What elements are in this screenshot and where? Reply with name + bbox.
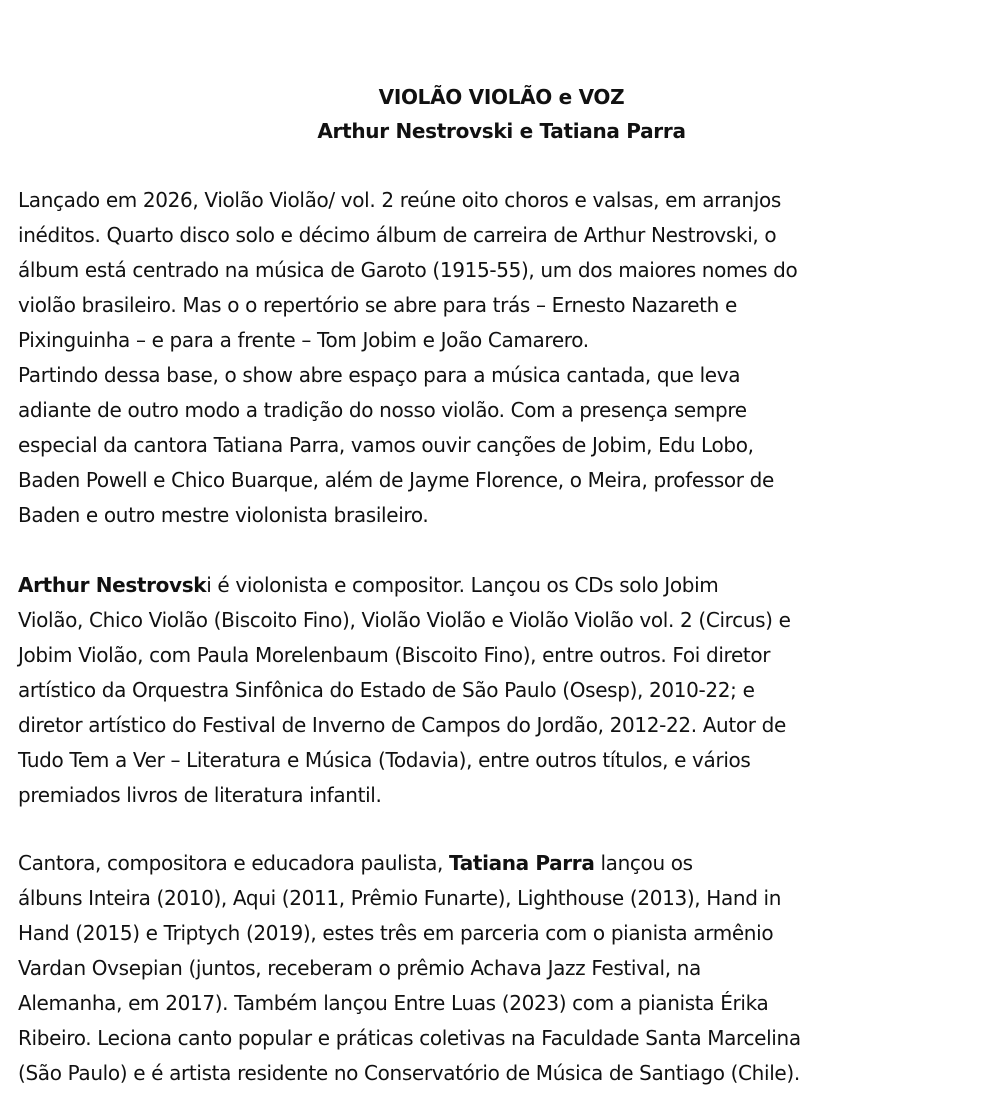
document-subtitle: Arthur Nestrovski e Tatiana Parra [317,119,686,143]
tatiana-bio-line: (São Paulo) e é artista residente no Conservatório de Música de Santiago (Chile). [18,1061,800,1085]
tatiana-name: Tatiana Parra [449,851,595,875]
arthur-bio-line: Tudo Tem a Ver – Literatura e Música (Todavia), entre outros títulos, e vários [18,748,751,772]
tatiana-bio-line: Hand (2015) e Triptych (2019), estes três em parceria com o pianista armênio [18,921,774,945]
intro-line: álbum está centrado na música de Garoto (1915-55), um dos maiores nomes do [18,258,798,282]
arthur-bio-first-text: i é violonista e compositor. Lançou os CDs solo Jobim [206,573,719,597]
intro-line: Partindo dessa base, o show abre espaço para a música cantada, que leva [18,363,741,387]
arthur-bio-first-line [18,568,988,603]
arthur-bio-line: Violão, Chico Violão (Biscoito Fino), Violão Violão e Violão Violão vol. 2 (Circus) e [18,608,791,632]
arthur-bio-line: Jobim Violão, com Paula Morelenbaum (Biscoito Fino), entre outros. Foi diretor [18,643,771,667]
intro-line: Baden Powell e Chico Buarque, além de Jayme Florence, o Meira, professor de [18,468,774,492]
arthur-bio-line: artístico da Orquestra Sinfônica do Estado de São Paulo (Osesp), 2010-22; e [18,678,755,702]
tatiana-bio-first-tail: lançou os [594,851,693,875]
tatiana-bio-first-line [18,846,988,881]
document-title: VIOLÃO VIOLÃO e VOZ [378,85,625,109]
arthur-bio-line: diretor artístico do Festival de Inverno de Campos do Jordão, 2012-22. Autor de [18,713,786,737]
arthur-bio-line: premiados livros de literatura infantil. [18,783,382,807]
intro-line: violão brasileiro. Mas o o repertório se abre para trás – Ernesto Nazareth e [18,293,737,317]
intro-paragraph [18,183,988,533]
tatiana-bio-paragraph [18,846,988,1091]
arthur-name: Arthur Nestrovsk [18,573,207,597]
tatiana-bio-line: Vardan Ovsepian (juntos, receberam o prêmio Achava Jazz Festival, na [18,956,701,980]
intro-line: Baden e outro mestre violonista brasileiro. [18,503,429,527]
intro-line: inéditos. Quarto disco solo e décimo álbum de carreira de Arthur Nestrovski, o [18,223,777,247]
arthur-bio-paragraph [18,568,988,813]
intro-line: adiante de outro modo a tradição do nosso violão. Com a presença sempre [18,398,747,422]
intro-line: Lançado em 2026, Violão Violão/ vol. 2 reúne oito choros e valsas, em arranjos [18,188,781,212]
intro-line: Pixinguinha – e para a frente – Tom Jobim e João Camarero. [18,328,589,352]
intro-line: especial da cantora Tatiana Parra, vamos ouvir canções de Jobim, Edu Lobo, [18,433,754,457]
tatiana-bio-line: Ribeiro. Leciona canto popular e práticas coletivas na Faculdade Santa Marcelina [18,1026,801,1050]
tatiana-bio-line: álbuns Inteira (2010), Aqui (2011, Prêmio Funarte), Lighthouse (2013), Hand in [18,886,782,910]
tatiana-bio-line: Alemanha, em 2017). Também lançou Entre Luas (2023) com a pianista Érika [18,991,769,1015]
title-block [0,80,1003,148]
tatiana-bio-first-text: Cantora, compositora e educadora paulista, [18,851,449,875]
